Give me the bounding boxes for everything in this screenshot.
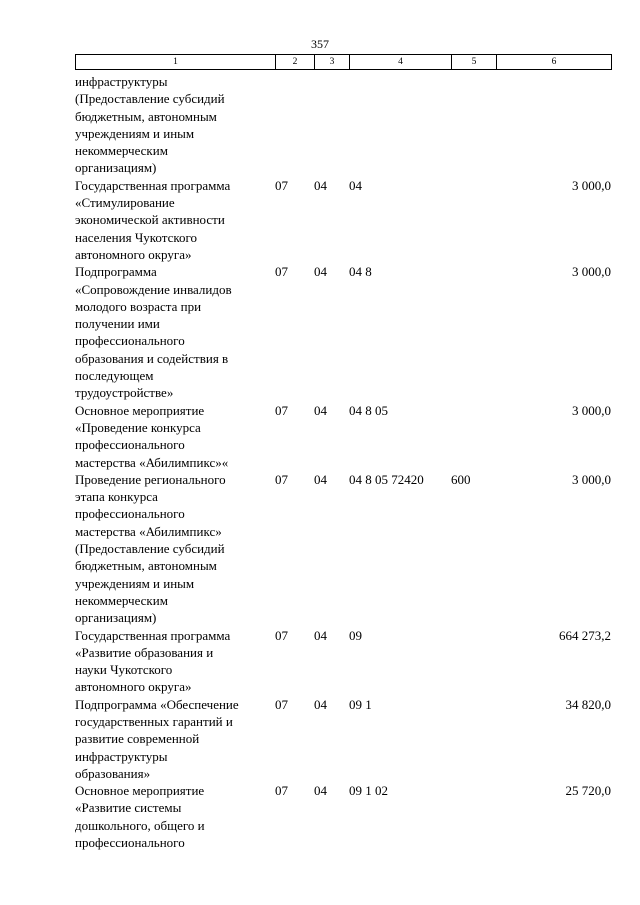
column-header-4: 4 bbox=[350, 55, 452, 70]
column-header-1: 1 bbox=[76, 55, 276, 70]
row-expense-type bbox=[451, 263, 496, 401]
column-header-table bbox=[75, 54, 612, 70]
row-amount: 3 000,0 bbox=[572, 177, 611, 193]
table-row bbox=[75, 73, 611, 177]
row-target-article: 04 8 bbox=[349, 264, 372, 280]
row-section: 07 bbox=[275, 177, 288, 193]
row-subsection: 04 bbox=[314, 402, 327, 418]
row-name: Основное мероприятие «Развитие системы дошкольного, общего и профессионального bbox=[75, 783, 205, 851]
table-row bbox=[75, 696, 611, 782]
row-subsection: 04 bbox=[314, 471, 327, 487]
row-target-article: 09 1 bbox=[349, 696, 372, 712]
table-row bbox=[75, 263, 611, 401]
row-target-article: 09 1 02 bbox=[349, 783, 388, 799]
row-amount: 3 000,0 bbox=[572, 264, 611, 280]
row-name: Подпрограмма «Сопровождение инвалидов молодого возраста при получении ими профессионального образования и содействия в последующем трудоустройстве» bbox=[75, 264, 232, 401]
row-target-article: 04 8 05 72420 bbox=[349, 471, 424, 487]
row-subsection: 04 bbox=[314, 783, 327, 799]
row-name: инфраструктуры (Предоставление субсидий бюджетным, автономным учреждениям и иным некоммерческим организациям) bbox=[75, 74, 225, 176]
row-target-article bbox=[349, 73, 451, 177]
table-row bbox=[75, 471, 611, 627]
row-section: 07 bbox=[275, 783, 288, 799]
row-expense-type bbox=[451, 73, 496, 177]
table-row bbox=[75, 402, 611, 471]
row-subsection bbox=[314, 73, 349, 177]
row-expense-type bbox=[451, 696, 496, 782]
row-section: 07 bbox=[275, 627, 288, 643]
row-name: Государственная программа «Развитие образования и науки Чукотского автономного округа» bbox=[75, 627, 231, 695]
row-expense-type: 600 bbox=[451, 471, 471, 487]
table-row bbox=[75, 627, 611, 696]
column-header-2: 2 bbox=[276, 55, 315, 70]
row-name: Основное мероприятие «Проведение конкурса профессионального мастерства «Абилимпикс»« bbox=[75, 402, 229, 470]
budget-table bbox=[75, 73, 611, 851]
row-section: 07 bbox=[275, 402, 288, 418]
row-amount: 664 273,2 bbox=[559, 627, 611, 643]
row-subsection: 04 bbox=[314, 627, 327, 643]
row-section bbox=[275, 73, 314, 177]
table-row bbox=[75, 782, 611, 851]
column-header-5: 5 bbox=[452, 55, 497, 70]
row-expense-type bbox=[451, 627, 496, 696]
row-name: Государственная программа «Стимулирование экономической активности населения Чукотского автономного округа» bbox=[75, 177, 231, 262]
row-subsection: 04 bbox=[314, 264, 327, 280]
row-expense-type bbox=[451, 177, 496, 263]
row-amount: 3 000,0 bbox=[572, 471, 611, 487]
row-amount: 34 820,0 bbox=[565, 696, 611, 712]
page-number: 357 bbox=[311, 37, 329, 51]
table-row bbox=[75, 177, 611, 263]
row-expense-type bbox=[451, 402, 496, 471]
row-amount: 25 720,0 bbox=[565, 783, 611, 799]
row-section: 07 bbox=[275, 264, 288, 280]
row-section: 07 bbox=[275, 471, 288, 487]
column-header-6: 6 bbox=[497, 55, 612, 70]
row-amount bbox=[496, 73, 611, 177]
row-name: Подпрограмма «Обеспечение государственных гарантий и развитие современной инфраструктуры образования» bbox=[75, 696, 239, 781]
row-target-article: 09 bbox=[349, 627, 362, 643]
row-subsection: 04 bbox=[314, 696, 327, 712]
row-expense-type bbox=[451, 782, 496, 851]
column-header-3: 3 bbox=[315, 55, 350, 70]
row-amount: 3 000,0 bbox=[572, 402, 611, 418]
row-target-article: 04 bbox=[349, 177, 362, 193]
row-target-article: 04 8 05 bbox=[349, 402, 388, 418]
row-name: Проведение регионального этапа конкурса профессионального мастерства «Абилимпикс» (Предоставление субсидий бюджетным, автономным учреждениям и иным некоммерческим организациям) bbox=[75, 471, 226, 626]
row-subsection: 04 bbox=[314, 177, 327, 193]
column-header-row bbox=[76, 55, 612, 70]
row-section: 07 bbox=[275, 696, 288, 712]
